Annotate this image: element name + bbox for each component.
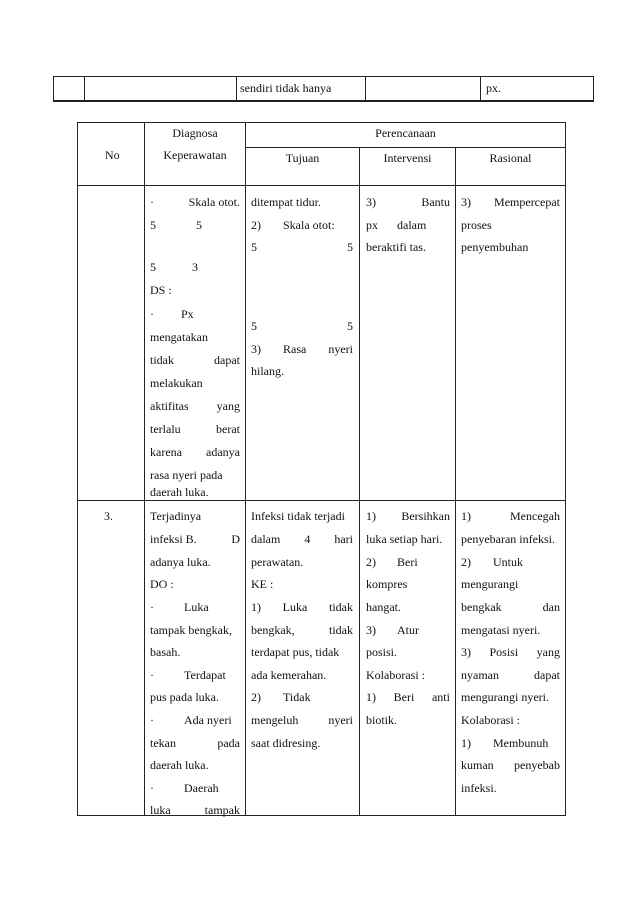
intervensi-text: Bersihkan: [401, 509, 450, 523]
rasional-line: [461, 668, 560, 682]
diagnosa-text: luka: [150, 803, 171, 817]
diagnosa-text: infeksi B.: [150, 532, 197, 546]
divider: [77, 122, 78, 816]
divider: [245, 122, 246, 816]
intervensi-text: Atur: [397, 623, 419, 637]
rasional-text: Kolaborasi :: [461, 713, 520, 727]
tujuan-text: tidak: [329, 623, 353, 637]
intervensi-text: biotik.: [366, 713, 398, 727]
bullet: ·: [150, 307, 154, 321]
diagnosa-line: [150, 399, 240, 413]
diagnosa-text: berat: [216, 422, 240, 436]
tujuan-line: [251, 713, 353, 727]
rasional-text: Membunuh: [493, 736, 549, 750]
tujuan-text: tidak: [329, 600, 353, 614]
divider: [480, 76, 481, 101]
diagnosa-line: [150, 422, 240, 436]
header-tujuan: Tujuan: [285, 151, 320, 165]
bullet: ·: [150, 600, 154, 614]
intervensi-text: Kolaborasi :: [366, 668, 425, 682]
tujuan-text: ada kemerahan.: [251, 668, 327, 682]
rasional-line: [461, 645, 560, 659]
intervensi-text: px: [366, 218, 378, 232]
bullet: ·: [150, 713, 154, 727]
divider: [236, 76, 237, 101]
diagnosa-text: pada: [217, 736, 240, 750]
intervensi-text: dalam: [397, 218, 427, 232]
rasional-text: dan: [542, 600, 560, 614]
header-no: No: [105, 148, 120, 162]
divider: [455, 148, 456, 816]
intervensi-text: 2): [366, 555, 376, 569]
diagnosa-text: tidak: [150, 353, 174, 367]
rasional-text: Posisi: [489, 645, 519, 659]
header-keperawatan: Keperawatan: [163, 148, 227, 162]
divider: [77, 185, 566, 186]
divider: [77, 122, 566, 123]
rasional-line: [461, 600, 560, 614]
diagnosa-line: [150, 445, 240, 459]
rasional-text: Untuk: [493, 555, 523, 569]
tujuan-text: hari: [334, 532, 353, 546]
rasional-text: bengkak: [461, 600, 502, 614]
diagnosa-text: 3: [192, 260, 198, 274]
tujuan-text: Rasa: [283, 342, 307, 356]
diagnosa-text: DO :: [150, 577, 174, 591]
diagnosa-line: [150, 736, 240, 750]
divider: [593, 76, 594, 101]
rasional-text: 1): [461, 509, 471, 523]
intervensi-text: kompres: [366, 577, 408, 591]
diagnosa-text: Skala otot.: [188, 195, 240, 209]
bullet: ·: [150, 781, 154, 795]
rasional-text: infeksi.: [461, 781, 497, 795]
tujuan-text: 5: [347, 240, 353, 254]
rasional-text: mengatasi nyeri.: [461, 623, 541, 637]
tujuan-line: [251, 240, 353, 254]
rasional-text: yang: [536, 645, 560, 659]
rasional-line: [461, 195, 560, 209]
divider: [84, 76, 85, 101]
diagnosa-text: Ada nyeri: [184, 713, 232, 727]
diagnosa-text: Daerah: [184, 781, 219, 795]
tujuan-text: hilang.: [251, 364, 284, 378]
divider: [565, 122, 566, 816]
tujuan-text: 5: [251, 240, 257, 254]
diagnosa-text: terlalu: [150, 422, 181, 436]
diagnosa-text: pus pada luka.: [150, 690, 219, 704]
diagnosa-text: yang: [216, 399, 240, 413]
tujuan-text: 4: [304, 532, 311, 546]
diagnosa-text: tampak: [204, 803, 240, 817]
rasional-line: [461, 758, 560, 772]
rasional-text: 1): [461, 736, 471, 750]
intervensi-text: luka setiap hari.: [366, 532, 443, 546]
tujuan-text: 2): [251, 218, 261, 232]
tujuan-line: [251, 532, 353, 546]
rasional-text: dapat: [534, 668, 560, 682]
diagnosa-text: daerah luka.: [150, 758, 209, 772]
diagnosa-line: [150, 353, 240, 367]
row-number: 3.: [104, 509, 113, 523]
diagnosa-text: 5: [150, 218, 156, 232]
rasional-text: penyebab: [514, 758, 560, 772]
intervensi-line: [366, 690, 450, 704]
tujuan-line: [251, 342, 353, 356]
intervensi-text: beraktifi tas.: [366, 240, 426, 254]
diagnosa-text: 5: [196, 218, 202, 232]
rasional-text: mengurangi: [461, 577, 519, 591]
header-perencanaan: Perencanaan: [375, 126, 436, 140]
diagnosa-line: [150, 803, 240, 817]
divider: [53, 101, 594, 102]
tujuan-text: 2): [251, 690, 261, 704]
intervensi-text: Beri: [393, 690, 415, 704]
diagnosa-text: Px: [181, 307, 194, 321]
divider: [359, 148, 360, 816]
tujuan-text: terdapat pus, tidak: [251, 645, 340, 659]
diagnosa-text: tekan: [150, 736, 176, 750]
rasional-text: nyaman: [461, 668, 499, 682]
rasional-text: penyebaran infeksi.: [461, 532, 555, 546]
rasional-text: penyembuhan: [461, 240, 529, 254]
divider: [53, 76, 54, 101]
tujuan-text: Infeksi tidak terjadi: [251, 509, 345, 523]
intervensi-line: [366, 195, 450, 209]
rasional-text: 3): [461, 195, 471, 209]
diagnosa-text: Terdapat: [184, 668, 226, 682]
diagnosa-text: rasa nyeri pada: [150, 468, 223, 482]
header-diagnosa: Diagnosa: [172, 126, 218, 140]
diagnosa-text: D: [231, 532, 240, 546]
intervensi-text: Beri: [397, 555, 418, 569]
tujuan-text: Tidak: [283, 690, 311, 704]
tujuan-line: [251, 600, 353, 614]
intervensi-text: 3): [366, 623, 376, 637]
tujuan-text: Skala otot:: [283, 218, 335, 232]
divider: [245, 147, 566, 148]
diagnosa-text: tampak bengkak,: [150, 623, 232, 637]
tujuan-text: 3): [251, 342, 261, 356]
intervensi-text: anti: [431, 690, 450, 704]
intervensi-text: 1): [366, 509, 376, 523]
tujuan-line: [251, 623, 353, 637]
diagnosa-text: dapat: [214, 353, 240, 367]
diagnosa-text: basah.: [150, 645, 181, 659]
intervensi-text: hangat.: [366, 600, 401, 614]
tujuan-text: 5: [347, 319, 353, 333]
tujuan-text: 5: [251, 319, 257, 333]
rasional-text: Mempercepat: [494, 195, 560, 209]
rasional-text: Mencegah: [510, 509, 560, 523]
tujuan-text: perawatan.: [251, 555, 304, 569]
tujuan-text: KE :: [251, 577, 274, 591]
tujuan-text: bengkak,: [251, 623, 295, 637]
diagnosa-text: 5: [150, 260, 156, 274]
bullet: ·: [150, 668, 154, 682]
diagnosa-text: aktifitas: [150, 399, 189, 413]
header-intervensi: Intervensi: [383, 151, 432, 165]
tujuan-text: mengeluh: [251, 713, 299, 727]
rasional-text: 2): [461, 555, 471, 569]
intervensi-text: 3): [366, 195, 376, 209]
diagnosa-text: DS :: [150, 283, 172, 297]
tujuan-text: dalam: [251, 532, 281, 546]
bullet: ·: [150, 195, 154, 209]
diagnosa-text: adanya: [206, 445, 240, 459]
intervensi-text: 1): [366, 690, 376, 704]
tujuan-text: Luka: [282, 600, 308, 614]
tujuan-text: nyeri: [328, 342, 353, 356]
tujuan-text: 1): [251, 600, 261, 614]
diagnosa-text: melakukan: [150, 376, 203, 390]
rasional-text: proses: [461, 218, 492, 232]
divider: [53, 76, 594, 77]
tujuan-text: ditempat tidur.: [251, 195, 321, 209]
diagnosa-text: daerah luka.: [150, 485, 209, 499]
fragment-diagnosa-text: sendiri tidak hanya: [240, 81, 332, 95]
diagnosa-text: adanya luka.: [150, 555, 211, 569]
diagnosa-text: mengatakan: [150, 330, 208, 344]
intervensi-text: posisi.: [366, 645, 398, 659]
divider: [365, 76, 366, 101]
divider: [144, 122, 145, 816]
rasional-text: kuman: [461, 758, 494, 772]
rasional-text: 3): [461, 645, 471, 659]
tujuan-line: [251, 319, 353, 333]
diagnosa-text: Terjadinya: [150, 509, 202, 523]
tujuan-text: nyeri: [328, 713, 353, 727]
diagnosa-text: karena: [150, 445, 182, 459]
tujuan-text: saat didresing.: [251, 736, 321, 750]
intervensi-text: Bantu: [421, 195, 450, 209]
rasional-text: mengurangi nyeri.: [461, 690, 549, 704]
header-rasional: Rasional: [489, 151, 532, 165]
fragment-rasional-text: px.: [486, 81, 501, 95]
divider: [77, 500, 566, 501]
rasional-line: [461, 509, 560, 523]
diagnosa-line: [150, 532, 240, 546]
intervensi-line: [366, 509, 450, 523]
diagnosa-text: Luka: [184, 600, 209, 614]
